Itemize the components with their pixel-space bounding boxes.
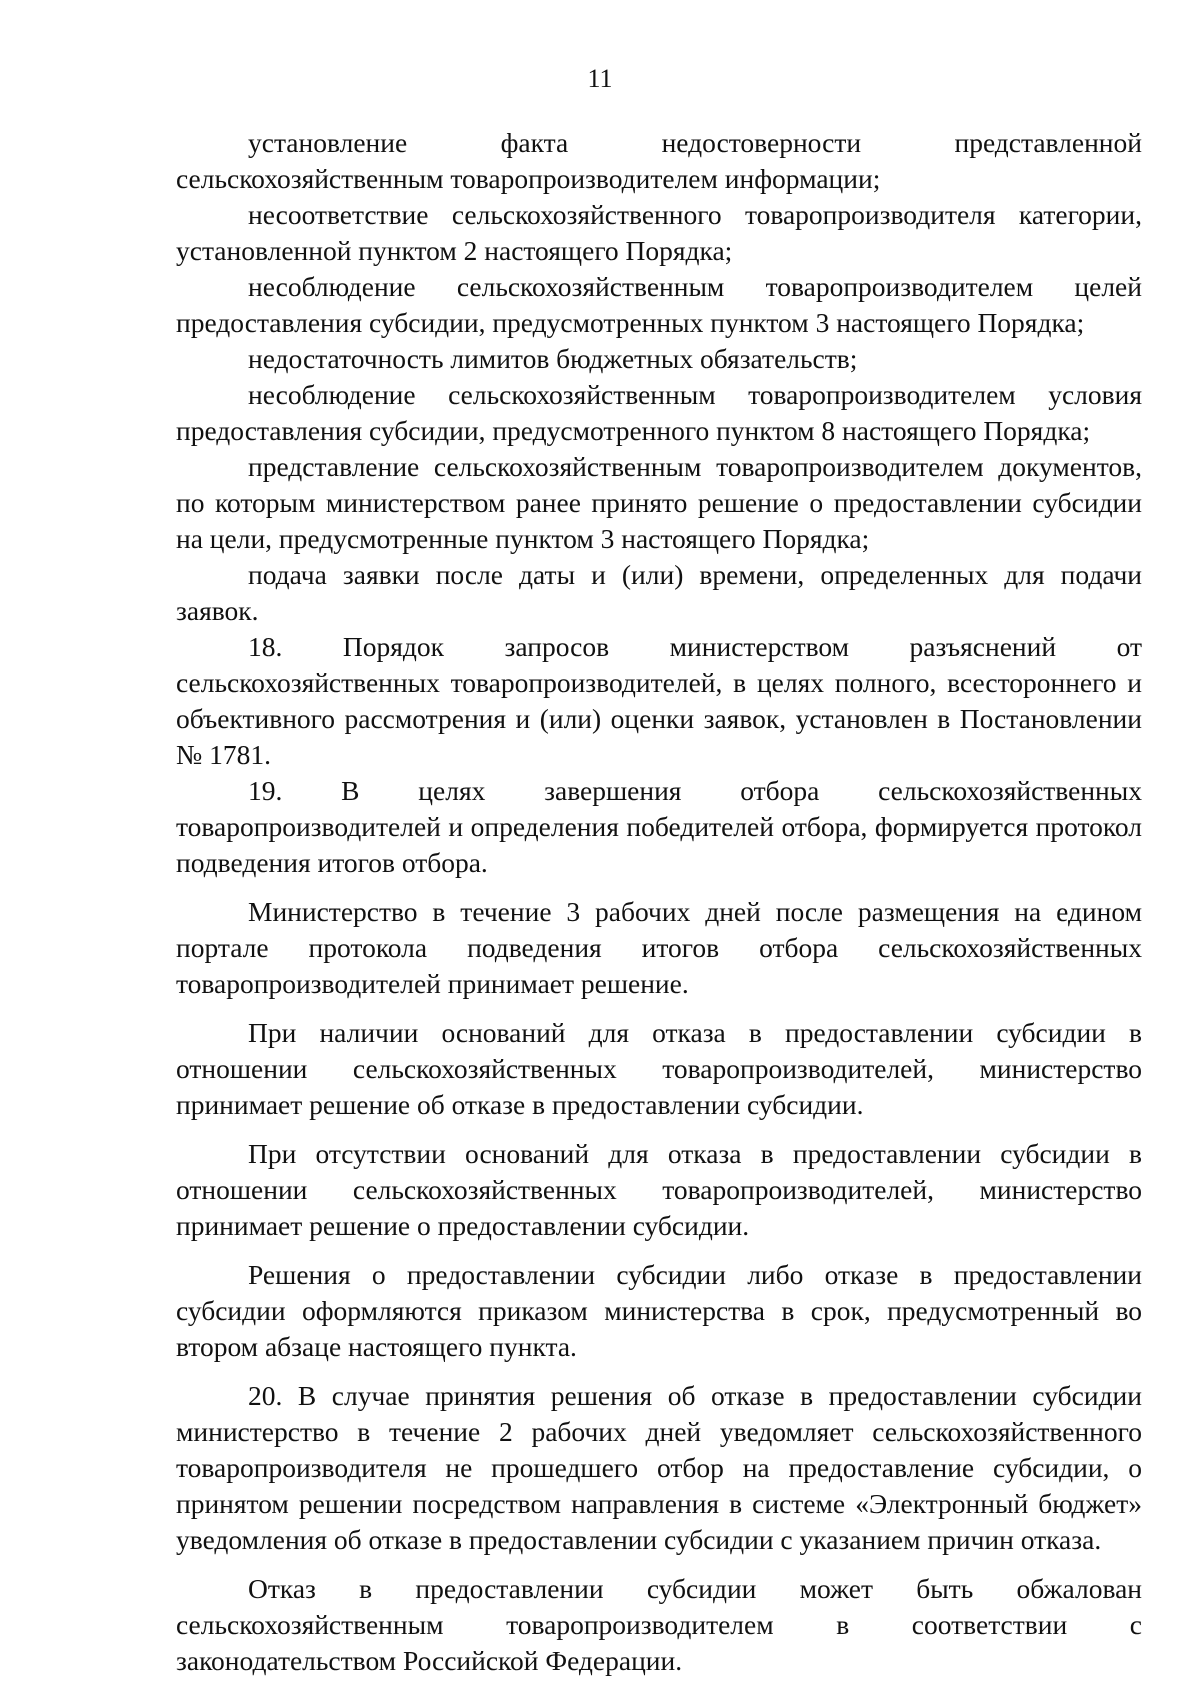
paragraph-clause-purpose-violation: несоблюдение сельскохозяйственным товаропроизводителем целей предоставления субсидии, предусмотренных пунктом 3 настоящего Порядка; [176, 271, 1142, 338]
paragraph-appeal: Отказ в предоставлении субсидии может быть обжалован сельскохозяйственным товаропроизводителем в соответствии с законодательством Российской Федерации. [176, 1573, 1142, 1676]
page-number: 11 [587, 64, 613, 93]
paragraph-clause-late-submission: подача заявки после даты и (или) времени, определенных для подачи заявок. [176, 559, 1142, 626]
paragraph-clause-insufficient-limits: недостаточность лимитов бюджетных обязательств; [248, 343, 858, 374]
paragraph-item-19: 19. В целях завершения отбора сельскохозяйственных товаропроизводителей и определения победителей отбора, формируется протокол подведения итогов отбора. [176, 775, 1142, 878]
paragraph-clause-duplicate-documents: представление сельскохозяйственным товаропроизводителем документов, по которым министерством ранее принято решение о предоставлении субсидии на цели, предусмотренные пунктом 3 настоящего Порядка; [176, 451, 1142, 554]
paragraph-decision-order: Решения о предоставлении субсидии либо отказе в предоставлении субсидии оформляются приказом министерства в срок, предусмотренный во втором абзаце настоящего пункта. [176, 1259, 1142, 1362]
paragraph-clause-false-information: установление факта недостоверности представленной сельскохозяйственным товаропроизводителем информации; [176, 127, 1142, 194]
document-body [176, 125, 1142, 1679]
paragraph-clause-condition-violation: несоблюдение сельскохозяйственным товаропроизводителем условия предоставления субсидии, предусмотренного пунктом 8 настоящего Порядка; [176, 379, 1142, 446]
paragraph-clause-category-mismatch: несоответствие сельскохозяйственного товаропроизводителя категории, установленной пунктом 2 настоящего Порядка; [176, 199, 1142, 266]
paragraph-refusal-decision: При наличии оснований для отказа в предоставлении субсидии в отношении сельскохозяйственных товаропроизводителей, министерство принимает решение об отказе в предоставлении субсидии. [176, 1017, 1142, 1120]
paragraph-grant-decision: При отсутствии оснований для отказа в предоставлении субсидии в отношении сельскохозяйственных товаропроизводителей, министерство принимает решение о предоставлении субсидии. [176, 1138, 1142, 1241]
paragraph-ministry-decision: Министерство в течение 3 рабочих дней после размещения на едином портале протокола подведения итогов отбора сельскохозяйственных товаропроизводителей принимает решение. [176, 896, 1142, 999]
paragraph-item-18: 18. Порядок запросов министерством разъяснений от сельскохозяйственных товаропроизводителей, в целях полного, всестороннего и объективного рассмотрения и (или) оценки заявок, установлен в Постановлении № 1781. [176, 631, 1142, 770]
paragraph-item-20: 20. В случае принятия решения об отказе в предоставлении субсидии министерство в течение 2 рабочих дней уведомляет сельскохозяйственного товаропроизводителя не прошедшего отбор на предоставление субсидии, о принятом решении посредством направления в системе «Электронный бюджет» уведомления об отказе в предоставлении субсидии с указанием причин отказа. [176, 1380, 1142, 1555]
